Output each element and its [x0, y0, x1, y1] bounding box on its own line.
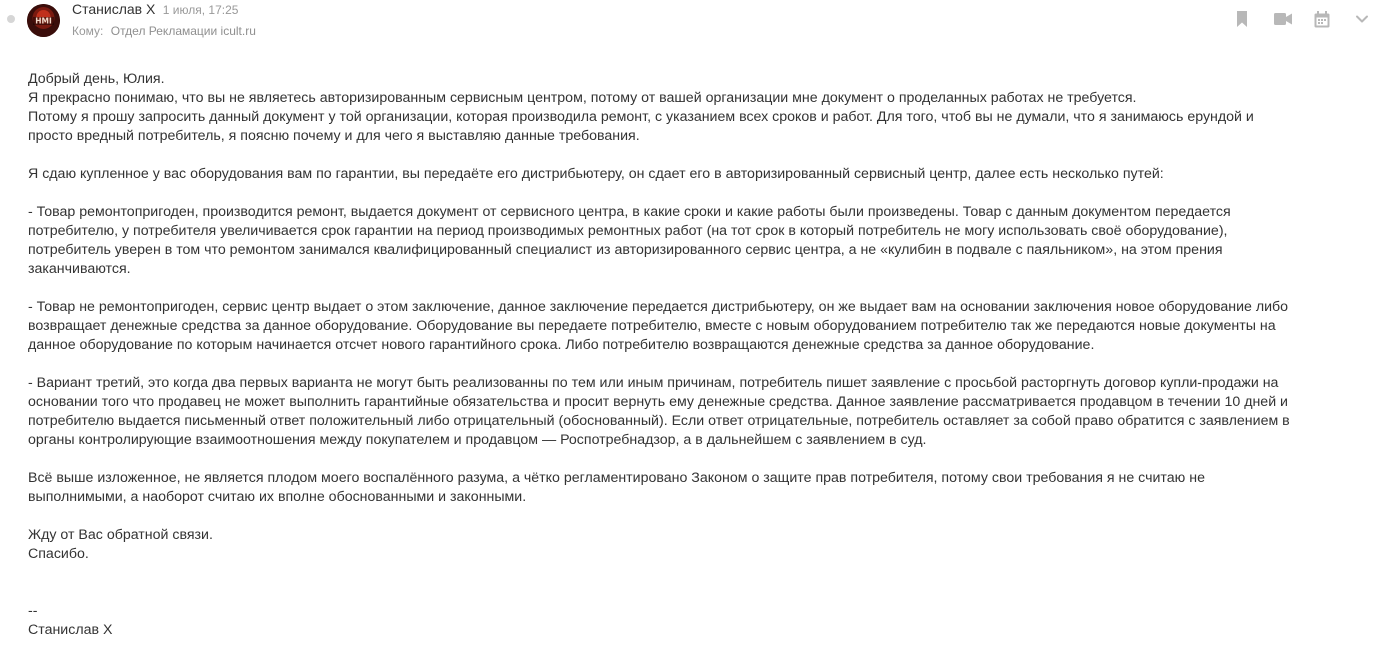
paragraph-gap — [28, 507, 1373, 526]
closing-line: Жду от Вас обратной связи. — [28, 527, 213, 543]
body-line: Я сдаю купленное у вас оборудования вам по гарантии, вы передаёте его дистрибьютеру, он сдает его в авторизированный сервисный центр, далее есть несколько путей: — [28, 166, 1164, 182]
closing-line: Спасибо. — [28, 546, 89, 562]
avatar[interactable] — [27, 4, 60, 37]
message-header — [0, 0, 1387, 50]
signature-separator: -- — [28, 603, 38, 619]
sender-name[interactable]: Станислав Х — [72, 1, 156, 17]
avatar-image — [27, 4, 60, 37]
bookmark-button[interactable] — [1232, 9, 1252, 29]
paragraph-gap — [28, 146, 1373, 165]
body-line: Всё выше изложенное, не является плодом моего воспалённого разума, а чётко регламентировано Законом о защите прав потребителя, потому свои требования я не считаю не — [28, 470, 1205, 486]
paragraph-gap — [28, 279, 1373, 298]
body-line: заканчиваются. — [28, 261, 131, 277]
video-call-button[interactable] — [1273, 9, 1293, 29]
body-line: потребителю выдается письменный ответ положительный либо отрицательный (обоснованный). Если ответ отрицательные, потребитель оставляет за собой право обратится с заявлением в — [28, 413, 1290, 429]
more-options-button[interactable] — [1352, 9, 1372, 29]
body-line: Потому я прошу запросить данный документ у той организации, которая производила ремонт, с указанием всех сроков и работ. Для того, чтоб вы не думали, что я занимаюсь ерундой и — [28, 109, 1254, 125]
avatar-logo-text: HMI — [35, 16, 52, 26]
recipient-label: Кому: — [72, 24, 104, 38]
read-status-dot[interactable] — [7, 15, 15, 23]
body-line: - Товар не ремонтопригоден, сервис центр выдает о этом заключение, данное заключение передается дистрибьютеру, он же выдает вам на основании заключения новое оборудование либо — [28, 299, 1289, 315]
recipient-name[interactable]: Отдел Рекламации icult.ru — [110, 24, 256, 38]
greeting-line: Добрый день, Юлия. — [28, 71, 165, 87]
body-line: - Товар ремонтопригоден, производится ремонт, выдается документ от сервисного центра, в какие сроки и какие работы были произведены. Товар с данным документом передается — [28, 204, 1231, 220]
message-date: 1 июля, 17:25 — [162, 3, 239, 17]
calendar-icon — [1314, 11, 1330, 28]
sender-line — [72, 1, 238, 19]
bookmark-icon — [1236, 11, 1248, 27]
body-line: органы контролирующие взаимоотношения между покупателем и продавцом — Роспотребнадзор, а в дальнейшем с заявлением в суд. — [28, 432, 927, 448]
body-line: возвращает денежные средства за данное оборудование. Оборудование вы передаете потребителю, вместе с новым оборудованием потребителю так же передаются новые документы на — [28, 318, 1276, 334]
body-line: основании того что продавец не может выполнить гарантийные обязательства и просит вернуть ему денежные средства. Данное заявление рассматривается продавцом в течении 10 дней и — [28, 394, 1288, 410]
body-line: выполнимыми, а наоборот считаю их вполне обоснованными и законными. — [28, 489, 527, 505]
calendar-button[interactable] — [1312, 9, 1332, 29]
paragraph-gap — [28, 450, 1373, 469]
message-body — [28, 70, 1373, 640]
body-line: - Вариант третий, это когда два первых варианта не могут быть реализованны по тем или иным причинам, потребитель пишет заявление с просьбой расторгнуть договор купли-продажи на — [28, 375, 1279, 391]
more-vertical-icon — [1354, 11, 1370, 27]
body-line: потребителю, у потребителя увеличивается срок гарантии на период производимых ремонтных работ (на тот срок в который потребитель не могу использовать своё оборудование), — [28, 223, 1228, 239]
signature-name: Станислав Х — [28, 622, 113, 638]
body-line: данное оборудование по которым начинается отсчет нового гарантийного срока. Либо потребителю возвращаются денежные средства за данное оборудование. — [28, 337, 1095, 353]
body-line: просто вредный потребитель, я поясню почему и для чего я выставляю данные требования. — [28, 128, 640, 144]
paragraph-gap — [28, 355, 1373, 374]
recipient-line — [72, 24, 256, 38]
body-line: потребитель уверен в том что ремонтом занимался квалифицированный специалист из авторизированного сервис центра, а не «кулибин в подвале с паяльником», на этом прения — [28, 242, 1223, 258]
video-camera-icon — [1274, 12, 1292, 26]
body-line: Я прекрасно понимаю, что вы не являетесь авторизированным сервисным центром, потому от вашей организации мне документ о проделанных работах не требуется. — [28, 90, 1137, 106]
paragraph-gap — [28, 564, 1373, 602]
paragraph-gap — [28, 184, 1373, 203]
